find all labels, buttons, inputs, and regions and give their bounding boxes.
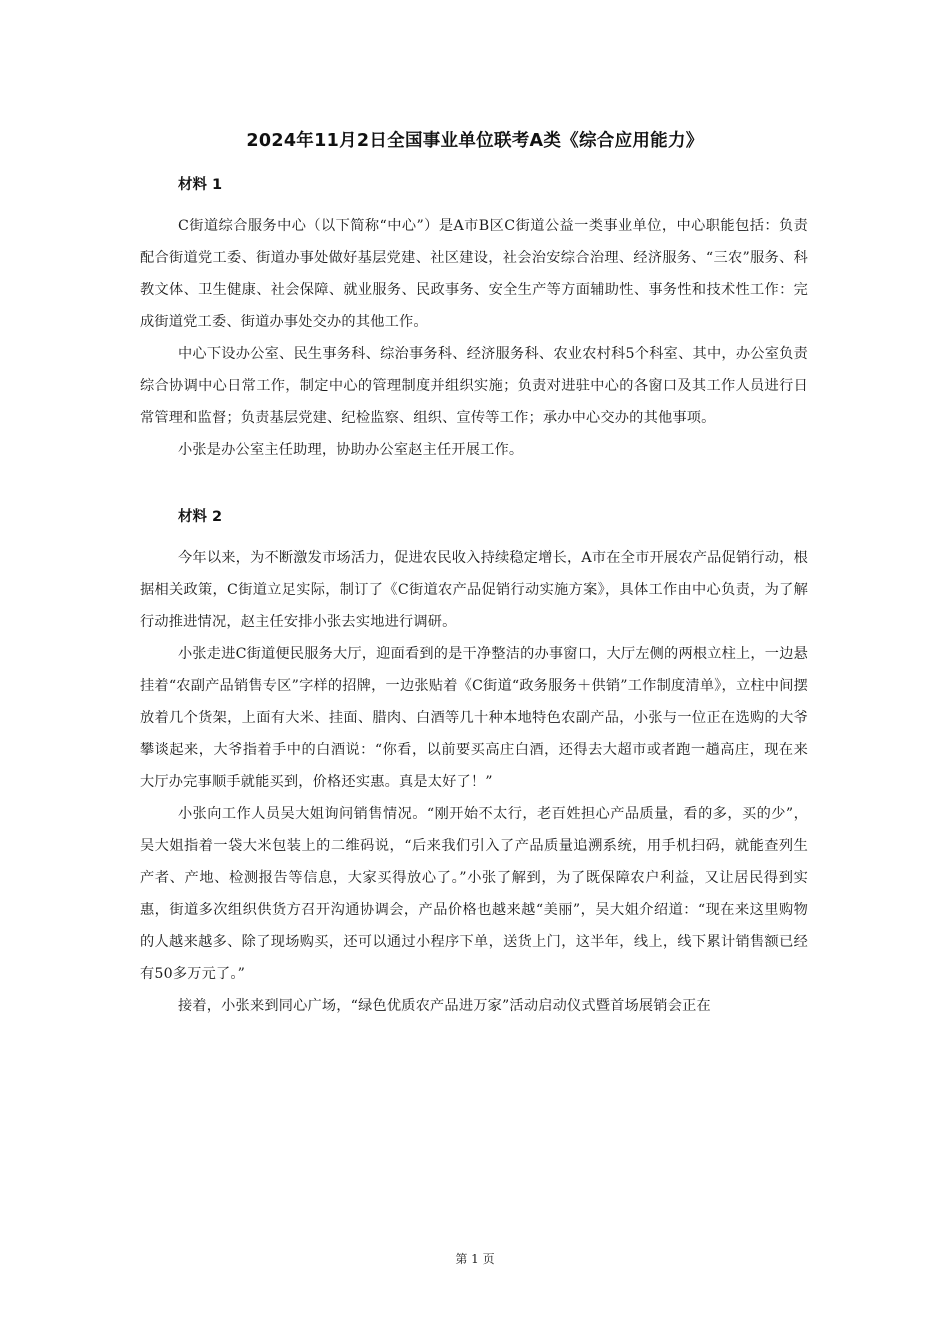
section-spacer xyxy=(140,466,808,504)
paragraph: 小张向工作人员吴大姐询问销售情况。“刚开始不太行，老百姓担心产品质量，看的多，买的少”，吴大姐指着一袋大米包装上的二维码说，“后来我们引入了产品质量追溯系统，用手机扫码，就能查列生产者、产地、检测报告等信息，大家买得放心了。”小张了解到，为了既保障农户利益，又让居民得到实惠，街道多次组织供货方召开沟通协调会，产品价格也越来越“美丽”，吴大姐介绍道：“现在来这里购物的人越来越多、除了现场购买，还可以通过小程序下单，送货上门，这半年，线上，线下累计销售额已经有50多万元了。” xyxy=(140,806,808,982)
document-body xyxy=(140,172,808,1022)
paragraph: 小张是办公室主任助理，协助办公室赵主任开展工作。 xyxy=(178,442,524,458)
paragraph: 中心下设办公室、民生事务科、综治事务科、经济服务科、农业农村科5个科室、其中，办公室负责综合协调中心日常工作，制定中心的管理制度并组织实施；负责对进驻中心的各窗口及其工作人员进行日常管理和监督；负责基层党建、纪检监察、组织、宣传等工作；承办中心交办的其他事项。 xyxy=(140,346,808,426)
paragraph: 今年以来，为不断激发市场活力，促进农民收入持续稳定增长，A市在全市开展农产品促销行动，根据相关政策，C街道立足实际，制订了《C街道农产品促销行动实施方案》，具体工作由中心负责，为了解行动推进情况，赵主任安排小张去实地进行调研。 xyxy=(140,550,808,630)
paragraph: 接着，小张来到同心广场，“绿色优质农产品进万家”活动启动仪式暨首场展销会正在 xyxy=(178,998,711,1014)
paragraph: 小张走进C街道便民服务大厅，迎面看到的是干净整洁的办事窗口，大厅左侧的两根立柱上，一边悬挂着“农副产品销售专区”字样的招牌，一边张贴着《C街道“政务服务＋供销”工作制度清单》，立柱中间摆放着几个货架，上面有大米、挂面、腊肉、白酒等几十种本地特色农副产品，小张与一位正在选购的大爷攀谈起来，大爷指着手中的白酒说：“你看，以前要买高庄白酒，还得去大超市或者跑一趟高庄，现在来大厅办完事顺手就能买到，价格还实惠。真是太好了！” xyxy=(140,646,808,790)
paragraph: C街道综合服务中心（以下简称“中心”）是A市B区C街道公益一类事业单位，中心职能包括：负责配合街道党工委、街道办事处做好基层党建、社区建设，社会治安综合治理、经济服务、“三农”服务、科教文体、卫生健康、社会保障、就业服务、民政事务、安全生产等方面辅助性、事务性和技术性工作：完成街道党工委、街道办事处交办的其他工作。 xyxy=(140,218,808,330)
document-title: 2024年11月2日全国事业单位联考A类《综合应用能力》 xyxy=(246,131,704,151)
section-heading-1: 材料 1 xyxy=(178,177,223,193)
page-number: 第 1 页 xyxy=(455,1252,495,1266)
section-heading-2: 材料 2 xyxy=(178,509,223,525)
